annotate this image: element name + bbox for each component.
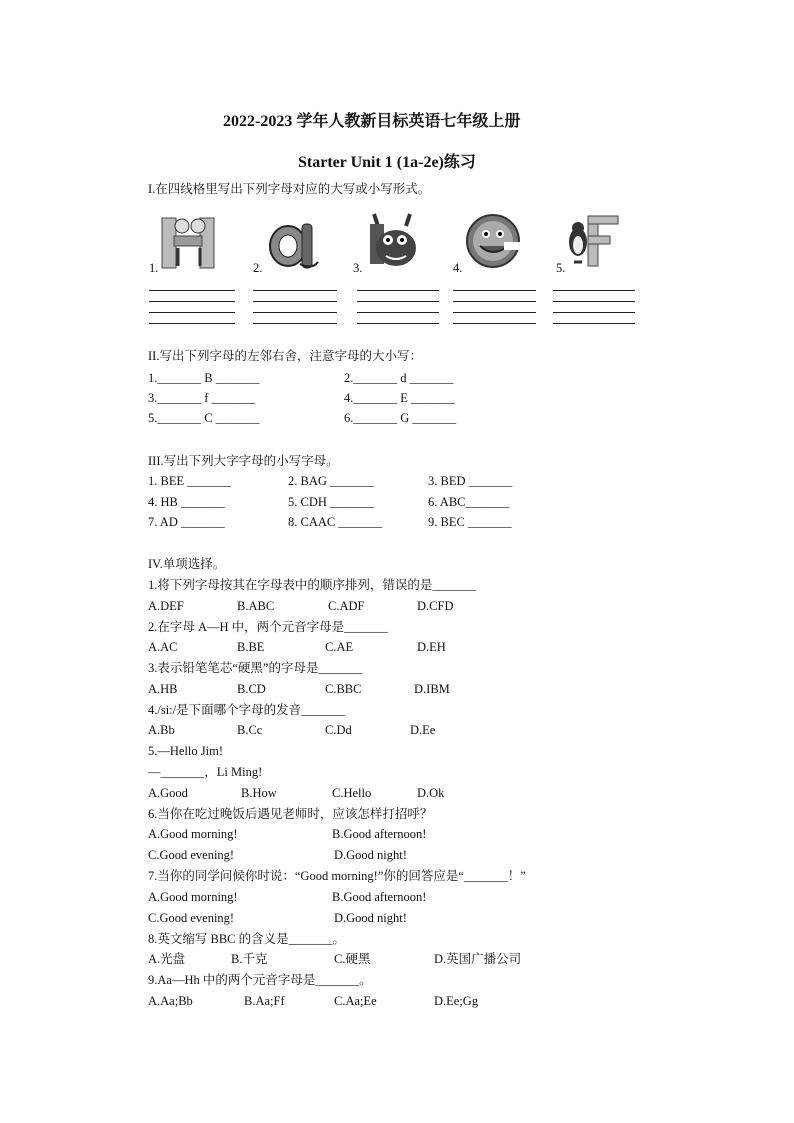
option-b[interactable]: B.Aa;Ff <box>244 994 285 1008</box>
s3-item: 5. CDH _______ <box>288 495 374 509</box>
s3-item: 3. BED _______ <box>428 474 513 488</box>
option-b[interactable]: B.Cc <box>237 723 263 737</box>
question-stem: 8.英文缩写 BBC 的含义是_______。 <box>148 932 345 946</box>
question-stem: 5.—Hello Jim! <box>148 744 223 758</box>
question-stem: 3.表示铅笔笔芯“硬黑”的字母是_______ <box>148 661 363 675</box>
question-stem: 2.在字母 A—H 中，两个元音字母是_______ <box>148 620 388 634</box>
question-stem: 9.Aa—Hh 中的两个元音字母是_______。 <box>148 973 372 987</box>
option-d[interactable]: D.IBM <box>414 682 450 696</box>
letter-h-cartoon-icon <box>160 212 218 270</box>
four-line-grid-1[interactable] <box>149 280 235 324</box>
section-1-heading: I.在四线格里写出下列字母对应的大写或小写形式。 <box>148 182 431 196</box>
option-c[interactable]: C.AE <box>325 640 354 654</box>
four-line-grid-4[interactable] <box>453 280 536 324</box>
s3-item: 7. AD _______ <box>148 515 225 529</box>
question-stem: 6.当你在吃过晚饭后遇见老师时，应该怎样打招呼？ <box>148 807 433 821</box>
option-b[interactable]: B.CD <box>237 682 266 696</box>
option-c[interactable]: C.硬黑 <box>334 952 371 966</box>
four-line-grid-2[interactable] <box>253 280 337 324</box>
option-c[interactable]: C.Aa;Ee <box>334 994 377 1008</box>
option-a[interactable]: A.Good morning! <box>148 890 238 904</box>
s3-item: 4. HB _______ <box>148 495 225 509</box>
letter-f-penguin-icon <box>564 210 622 268</box>
option-a[interactable]: A.Good <box>148 786 188 800</box>
letter-a-cartoon-icon <box>262 212 320 270</box>
item-1-number: 1. <box>149 261 159 275</box>
letter-e-face-icon <box>464 212 522 270</box>
option-c[interactable]: C.Good evening! <box>148 848 235 862</box>
option-d[interactable]: D.Ee <box>410 723 436 737</box>
four-line-grid-5[interactable] <box>553 280 635 324</box>
question-stem: 7.当你的同学问候你时说：“Good morning!”你的回答应是“_______！” <box>148 869 526 883</box>
option-a[interactable]: A.AC <box>148 640 178 654</box>
option-d[interactable]: D.Ee;Gg <box>434 994 479 1008</box>
option-a[interactable]: A.Good morning! <box>148 827 238 841</box>
page-title: 2022-2023 学年人教新目标英语七年级上册 <box>223 113 521 130</box>
option-d[interactable]: D.CFD <box>417 599 454 613</box>
question-stem: 4./si:/是下面哪个字母的发音_______ <box>148 703 345 717</box>
s2-item: 4._______ E _______ <box>344 391 455 405</box>
section-3-heading: III.写出下列大字字母的小写字母。 <box>148 454 339 468</box>
s2-item: 6._______ G _______ <box>344 411 457 425</box>
option-d[interactable]: D.Ok <box>417 786 445 800</box>
option-c[interactable]: C.Good evening! <box>148 911 235 925</box>
page-subtitle: Starter Unit 1 (1a-2e)练习 <box>298 154 476 171</box>
s2-item: 5._______ C _______ <box>148 411 260 425</box>
item-3-number: 3. <box>353 261 363 275</box>
option-c[interactable]: C.BBC <box>325 682 362 696</box>
option-b[interactable]: B.How <box>241 786 277 800</box>
option-a[interactable]: A.DEF <box>148 599 184 613</box>
option-c[interactable]: C.Dd <box>325 723 352 737</box>
four-line-grid-3[interactable] <box>357 280 439 324</box>
option-b[interactable]: B.ABC <box>237 599 275 613</box>
s3-item: 6. ABC_______ <box>428 495 510 509</box>
option-d[interactable]: D.Good night! <box>334 848 407 862</box>
s3-item: 1. BEE _______ <box>148 474 231 488</box>
s2-item: 3._______ f _______ <box>148 391 256 405</box>
s3-item: 8. CAAC _______ <box>288 515 383 529</box>
option-b[interactable]: B.Good afternoon! <box>332 890 427 904</box>
option-a[interactable]: A.Aa;Bb <box>148 994 193 1008</box>
section-2-heading: II.写出下列字母的左邻右舍，注意字母的大小写： <box>148 349 422 363</box>
option-a[interactable]: A.Bb <box>148 723 175 737</box>
option-d[interactable]: D.EH <box>417 640 446 654</box>
option-c[interactable]: C.Hello <box>332 786 372 800</box>
s3-item: 2. BAG _______ <box>288 474 374 488</box>
item-4-number: 4. <box>453 261 463 275</box>
option-b[interactable]: B.千克 <box>231 952 268 966</box>
option-a[interactable]: A.HB <box>148 682 178 696</box>
letter-b-monster-icon <box>364 210 422 268</box>
question-stem: 1.将下列字母按其在字母表中的顺序排列，错误的是_______ <box>148 578 477 592</box>
section-4-heading: IV.单项选择。 <box>148 557 226 571</box>
option-d[interactable]: D.Good night! <box>334 911 407 925</box>
option-d[interactable]: D.英国广播公司 <box>434 952 522 966</box>
option-b[interactable]: B.BE <box>237 640 265 654</box>
option-c[interactable]: C.ADF <box>328 599 365 613</box>
s3-item: 9. BEC _______ <box>428 515 512 529</box>
s2-item: 2._______ d _______ <box>344 371 454 385</box>
option-a[interactable]: A.光盘 <box>148 952 186 966</box>
item-5-number: 5. <box>556 261 566 275</box>
item-2-number: 2. <box>253 261 263 275</box>
option-b[interactable]: B.Good afternoon! <box>332 827 427 841</box>
s2-item: 1._______ B _______ <box>148 371 260 385</box>
question-stem-line-2: —_______，Li Ming! <box>148 765 263 779</box>
